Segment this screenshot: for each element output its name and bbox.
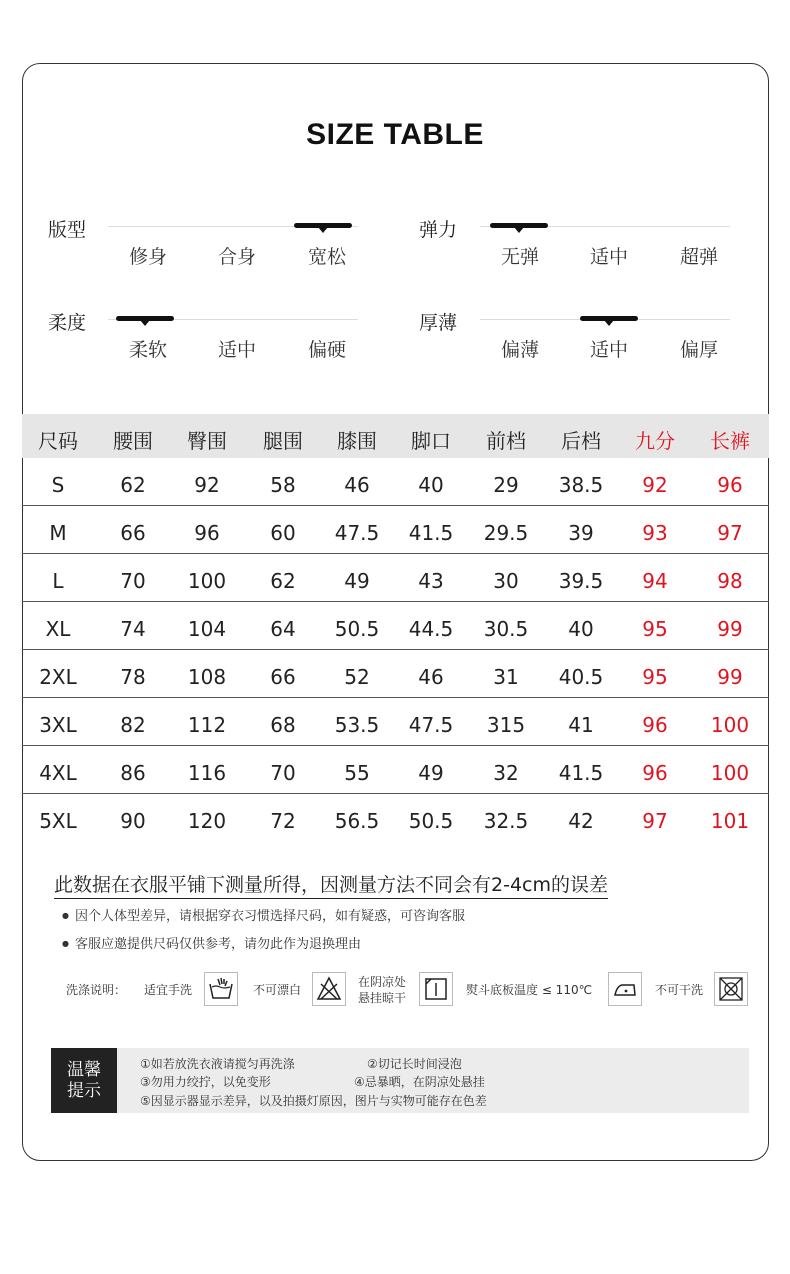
no-bleach-label: 不可漂白 [253, 983, 302, 997]
elasticity-label: 弹力 [419, 219, 458, 241]
fit-option-regular: 合身 [217, 246, 256, 268]
fit-selected-marker [294, 223, 352, 228]
elasticity-selected-marker [490, 223, 548, 228]
size-label-cell: 3XL [39, 713, 77, 737]
table-cell: 86 [120, 761, 146, 785]
table-row-divider [22, 649, 769, 650]
table-cell: 96 [642, 713, 668, 737]
table-cell: 38.5 [558, 473, 604, 497]
table-cell: 82 [120, 713, 146, 737]
table-header-cell: 后档 [561, 429, 601, 453]
table-row-divider [22, 553, 769, 554]
size-label-cell: 2XL [39, 665, 77, 689]
table-cell: 95 [642, 665, 668, 689]
table-cell: 30.5 [483, 617, 529, 641]
table-cell: 46 [344, 473, 370, 497]
table-cell: 46 [418, 665, 444, 689]
no-bleach-icon [312, 972, 346, 1006]
thickness-option-thin: 偏薄 [500, 339, 539, 361]
table-cell: 60 [270, 521, 296, 545]
table-cell: 56.5 [334, 809, 380, 833]
elasticity-option-high: 超弹 [679, 246, 718, 268]
no-dry-clean-label: 不可干洗 [655, 983, 704, 997]
softness-option-soft: 柔软 [128, 339, 167, 361]
table-cell: 39 [568, 521, 594, 545]
tip-item: ④忌暴晒，在阴凉处悬挂 [354, 1075, 485, 1089]
table-header-cell: 长裤 [710, 429, 750, 453]
table-row-divider [22, 745, 769, 746]
table-cell: 96 [642, 761, 668, 785]
table-row-divider [22, 505, 769, 506]
table-cell: 40.5 [558, 665, 604, 689]
fit-option-slim: 修身 [128, 246, 167, 268]
softness-selected-marker [116, 316, 174, 321]
table-cell: 52 [344, 665, 370, 689]
table-cell: 92 [194, 473, 220, 497]
table-cell: 40 [568, 617, 594, 641]
table-cell: 58 [270, 473, 296, 497]
softness-option-medium: 适中 [217, 339, 256, 361]
thickness-label: 厚薄 [419, 312, 458, 334]
size-label-cell: L [52, 569, 64, 593]
table-cell: 50.5 [408, 809, 454, 833]
table-cell: 29.5 [483, 521, 529, 545]
table-cell: 315 [486, 713, 526, 737]
tip-item: ①如若放洗衣液请搅匀再洗涤 [140, 1057, 295, 1071]
thickness-option-medium: 适中 [589, 339, 628, 361]
shade-dry-label-line2: 悬挂晾干 [358, 991, 407, 1005]
table-cell: 39.5 [558, 569, 604, 593]
table-cell: 96 [194, 521, 220, 545]
table-cell: 66 [270, 665, 296, 689]
shade-dry-label-line1: 在阴凉处 [358, 975, 407, 989]
table-cell: 68 [270, 713, 296, 737]
table-cell: 78 [120, 665, 146, 689]
note-bullet: ● 因个人体型差异，请根据穿衣习惯选择尺码，如有疑惑，可咨询客服 [62, 905, 465, 924]
table-cell: 99 [717, 665, 743, 689]
table-cell: 66 [120, 521, 146, 545]
thickness-selected-marker [580, 316, 638, 321]
thickness-option-thick: 偏厚 [679, 339, 718, 361]
table-cell: 90 [120, 809, 146, 833]
table-header-cell: 臀围 [187, 429, 227, 453]
table-row-divider [22, 793, 769, 794]
tips-panel [117, 1048, 749, 1113]
table-cell: 70 [270, 761, 296, 785]
table-cell: 49 [418, 761, 444, 785]
iron-temp-label: 熨斗底板温度 ≤ 110℃ [466, 983, 593, 997]
table-header-cell: 九分 [635, 429, 675, 453]
page-title: SIZE TABLE [306, 118, 484, 151]
size-label-cell: XL [45, 617, 71, 641]
size-label-cell: 4XL [39, 761, 77, 785]
table-cell: 53.5 [334, 713, 380, 737]
softness-label: 柔度 [48, 312, 87, 334]
table-cell: 92 [642, 473, 668, 497]
size-label-cell: M [49, 521, 67, 545]
table-cell: 29 [493, 473, 519, 497]
table-cell: 108 [187, 665, 227, 689]
tip-item: ③勿用力绞拧，以免变形 [140, 1075, 271, 1089]
table-cell: 49 [344, 569, 370, 593]
table-cell: 50.5 [334, 617, 380, 641]
tips-label-line1: 温馨 [67, 1060, 101, 1080]
iron-low-icon [608, 972, 642, 1006]
softness-option-hard: 偏硬 [307, 339, 346, 361]
table-header-cell: 腿围 [263, 429, 303, 453]
table-cell: 42 [568, 809, 594, 833]
table-cell: 116 [187, 761, 227, 785]
table-cell: 101 [710, 809, 750, 833]
tips-label-line2: 提示 [67, 1081, 101, 1101]
table-row-divider [22, 601, 769, 602]
tip-item: ②切记长时间浸泡 [367, 1057, 462, 1071]
table-cell: 104 [187, 617, 227, 641]
fit-option-loose: 宽松 [307, 246, 346, 268]
table-cell: 47.5 [334, 521, 380, 545]
no-dry-clean-icon [714, 972, 748, 1006]
tip-item: ⑤因显示器显示差异，以及拍摄灯原因，图片与实物可能存在色差 [140, 1094, 487, 1108]
table-cell: 32 [493, 761, 519, 785]
table-cell: 64 [270, 617, 296, 641]
table-cell: 112 [187, 713, 227, 737]
table-cell: 100 [710, 761, 750, 785]
table-cell: 41 [568, 713, 594, 737]
table-cell: 31 [493, 665, 519, 689]
elasticity-option-medium: 适中 [589, 246, 628, 268]
table-cell: 32.5 [483, 809, 529, 833]
table-cell: 43 [418, 569, 444, 593]
size-label-cell: 5XL [39, 809, 77, 833]
table-cell: 98 [717, 569, 743, 593]
hand-wash-icon [204, 972, 238, 1006]
table-cell: 72 [270, 809, 296, 833]
table-cell: 30 [493, 569, 519, 593]
table-header-cell: 尺码 [38, 429, 78, 453]
table-cell: 55 [344, 761, 370, 785]
table-cell: 94 [642, 569, 668, 593]
table-header-cell: 膝围 [337, 429, 377, 453]
table-header-cell: 脚口 [411, 429, 451, 453]
table-cell: 41.5 [558, 761, 604, 785]
fit-label: 版型 [48, 219, 87, 241]
table-row-divider [22, 697, 769, 698]
table-cell: 95 [642, 617, 668, 641]
table-cell: 97 [717, 521, 743, 545]
table-cell: 62 [120, 473, 146, 497]
elasticity-option-none: 无弹 [500, 246, 539, 268]
table-cell: 93 [642, 521, 668, 545]
table-cell: 99 [717, 617, 743, 641]
tips-label [51, 1048, 117, 1113]
line-dry-shade-icon [419, 972, 453, 1006]
table-cell: 100 [187, 569, 227, 593]
table-cell: 74 [120, 617, 146, 641]
note-bullet: ● 客服应邀提供尺码仅供参考，请勿此作为退换理由 [62, 933, 361, 952]
table-cell: 41.5 [408, 521, 454, 545]
table-cell: 62 [270, 569, 296, 593]
table-header-cell: 前档 [486, 429, 526, 453]
wash-hand-label: 适宜手洗 [144, 983, 193, 997]
table-cell: 96 [717, 473, 743, 497]
washing-title: 洗涤说明： [66, 983, 127, 997]
size-label-cell: S [51, 473, 65, 497]
table-cell: 40 [418, 473, 444, 497]
table-header-cell: 腰围 [113, 429, 153, 453]
table-cell: 120 [187, 809, 227, 833]
table-cell: 70 [120, 569, 146, 593]
table-cell: 97 [642, 809, 668, 833]
table-cell: 47.5 [408, 713, 454, 737]
table-cell: 100 [710, 713, 750, 737]
table-cell: 44.5 [408, 617, 454, 641]
measurement-note: 此数据在衣服平铺下测量所得，因测量方法不同会有2-4cm的误差 [54, 870, 608, 899]
